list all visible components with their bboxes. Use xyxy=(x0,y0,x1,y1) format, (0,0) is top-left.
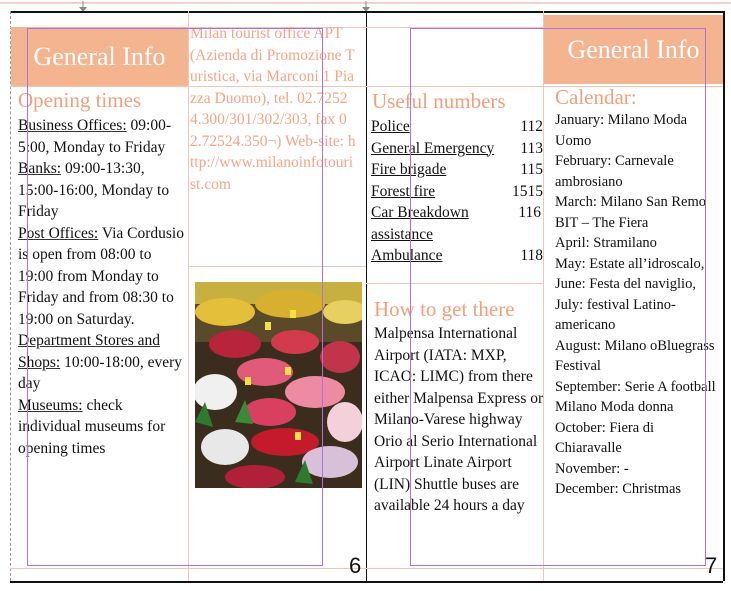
spine-line xyxy=(366,11,367,581)
how-to-get-heading: How to get there xyxy=(374,297,515,321)
number-value: 115 xyxy=(520,161,543,178)
post-offices-text: Via Cordusio is open from 08:00 to 19:00 from Monday to Friday and from 08:30 to 19:00 on Saturday. xyxy=(18,224,184,328)
museums-text: check individual museums for opening times xyxy=(18,396,166,457)
calendar-line: March: Milano San Remo xyxy=(555,194,707,210)
number-value: 1515 xyxy=(512,182,543,200)
banks-text: 09:00-13:30, 15:00-16:00, Monday to Friday xyxy=(18,160,170,220)
post-offices-label: Post Offices: xyxy=(18,224,99,242)
museums-label: Museums: xyxy=(18,396,83,414)
left-page-number: 6 xyxy=(349,553,362,578)
tourist-office-contact: Milan tourist office APT (Azienda di Promozione Turistica, via Marconi 1 Piazza Duomo), tel. 02.72524.300/301/302/303, fax 02.72524.350¬) Web-site: http://www.milanoinfotourist.com xyxy=(190,25,356,193)
number-label: Fire brigade xyxy=(371,161,447,178)
useful-numbers-heading: Useful numbers xyxy=(372,89,506,113)
number-value: 112 xyxy=(520,118,543,135)
business-offices-text: 09:00-5:00, Monday to Friday xyxy=(18,117,171,156)
calendar-heading: Calendar: xyxy=(555,85,637,109)
number-label: Forest fire xyxy=(371,182,436,200)
calendar-line: Milano Moda donna xyxy=(555,399,674,415)
opening-times-heading: Opening times xyxy=(18,88,142,112)
department-stores-label: Department Stores and Shops: xyxy=(18,332,161,371)
left-text-frame xyxy=(27,28,323,566)
calendar-line: BIT – The Fiera xyxy=(555,214,649,231)
banks-label: Banks: xyxy=(18,160,62,177)
department-stores-text: 10:00-18:00, every day xyxy=(18,353,183,392)
calendar-line: July: festival Latino-americano xyxy=(555,296,676,333)
number-label: Ambulance xyxy=(371,247,443,264)
number-label: General Emergency xyxy=(371,139,495,157)
calendar-line: April: Stramilano xyxy=(555,235,657,251)
right-page-number: 7 xyxy=(705,553,718,578)
calendar-line: June: Festa del naviglio, xyxy=(555,276,696,292)
number-label: Police xyxy=(371,118,410,135)
calendar-line: January: Milano Moda Uomo xyxy=(555,112,688,149)
calendar-line: May: Estate all’idroscalo, xyxy=(555,255,705,272)
calendar-line: November: - xyxy=(555,460,629,477)
spread-right-edge xyxy=(723,11,725,581)
calendar-line: February: Carnevale ambrosiano xyxy=(555,153,674,190)
number-value: 116 xyxy=(518,204,541,221)
number-value: 118 xyxy=(520,247,543,264)
calendar-line: September: Serie A football xyxy=(555,378,716,395)
row-guide xyxy=(10,568,723,569)
how-to-get-body: Malpensa International Airport (IATA: MXP, ICAO: LIMC) from there either Malpensa Express or Milano-Varese highway Orio al Serio International Airport Linate Airport (LIN) Shuttle buses are available 24 hours a day xyxy=(374,325,544,514)
right-text-frame xyxy=(410,28,706,566)
number-label: Car Breakdown assistance xyxy=(371,204,469,243)
business-offices-label: Business Offices: xyxy=(18,117,127,134)
left-edge-line xyxy=(10,11,12,581)
left-banner-title: General Info xyxy=(11,27,188,86)
calendar-line: August: Milano oBluegrass Festival xyxy=(555,337,715,374)
calendar-line: October: Fiera di Chiaravalle xyxy=(555,419,655,456)
number-value: 113 xyxy=(520,139,543,157)
right-banner-title: General Info xyxy=(544,15,723,84)
calendar-line: December: Christmas xyxy=(555,481,682,497)
